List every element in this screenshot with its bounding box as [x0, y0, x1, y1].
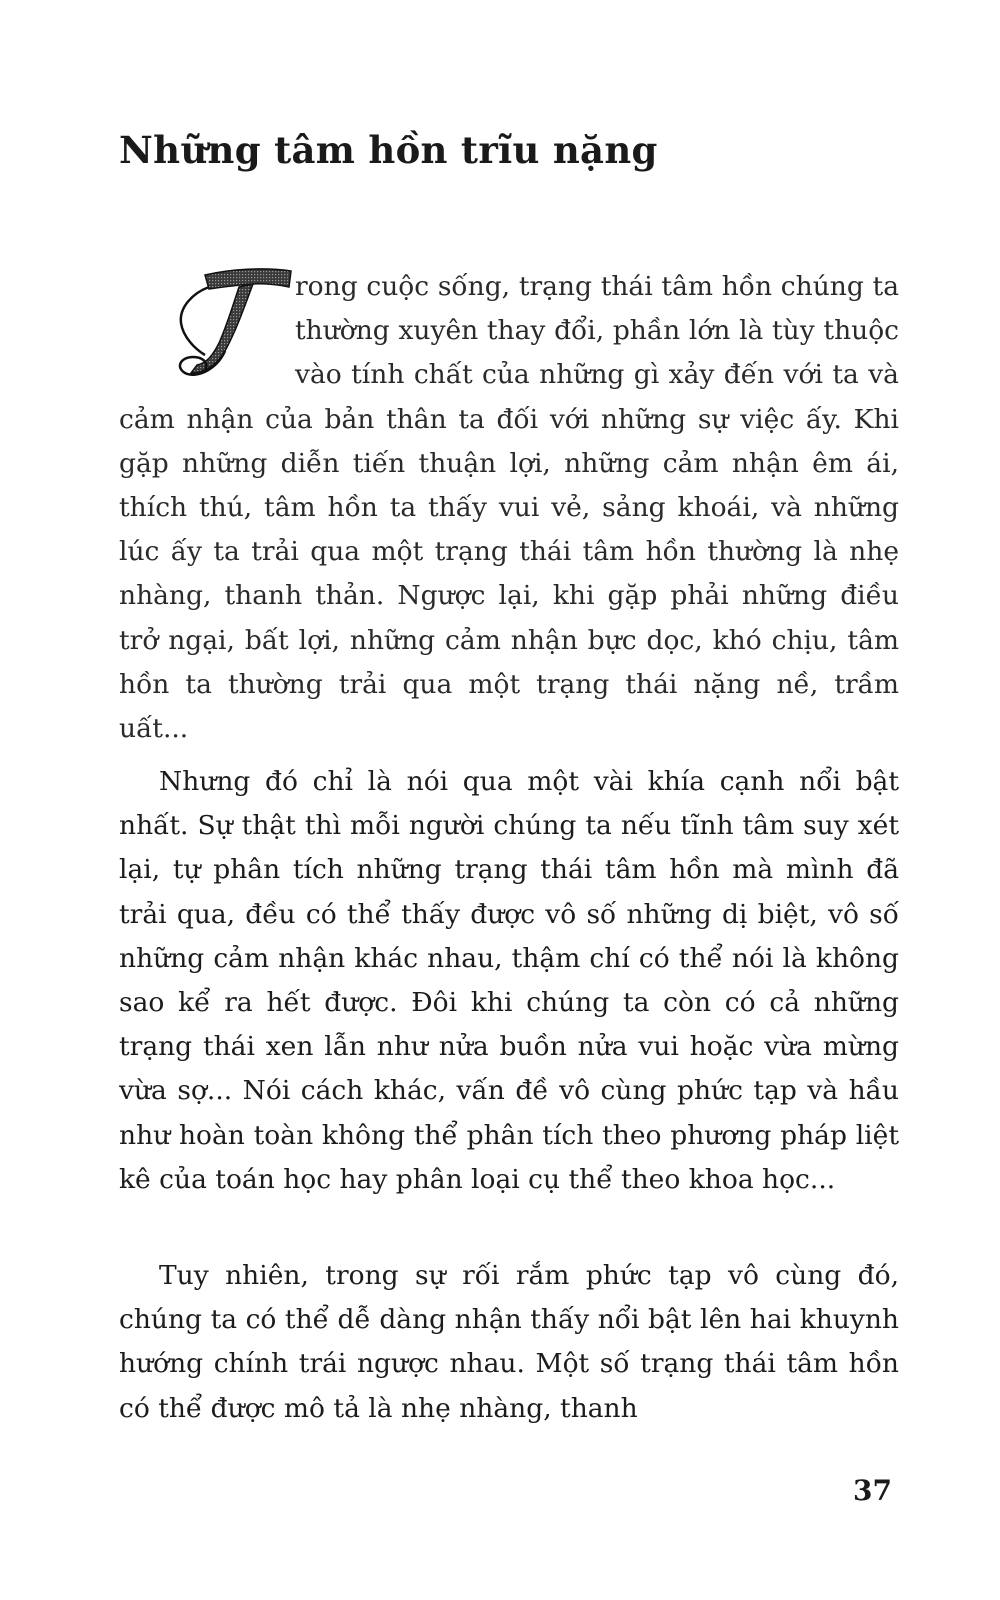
- dropcap-t-icon: [113, 265, 293, 383]
- paragraph-1: rong cuộc sống, trạng thái tâm hồn chúng ta thường xuyên thay đổi, phần lớn là tùy thuộc vào tính chất của những gì xảy đến với ta và cảm nhận của bản thân ta đối với những sự việc ấy. Khi gặp những diễn tiến thuận lợi, những cảm nhận êm ái, thích thú, tâm hồn ta thấy vui vẻ, sảng khoái, và những lúc ấy ta trải qua một trạng thái tâm hồn thường là nhẹ nhàng, thanh thản. Ngược lại, khi gặp phải những điều trở ngại, bất lợi, những cảm nhận bực dọc, khó chịu, tâm hồn ta thường trải qua một trạng thái nặng nề, trầm uất...: [119, 271, 899, 745]
- paragraph-3: Tuy nhiên, trong sự rối rắm phức tạp vô cùng đó, chúng ta có thể dễ dàng nhận thấy nổi bật lên hai khuynh hướng chính trái ngược nhau. Một số trạng thái tâm hồn có thể được mô tả là nhẹ nhàng, thanh: [119, 1260, 899, 1424]
- page-number: 37: [853, 1474, 892, 1507]
- paragraph-1-block: [119, 265, 899, 751]
- dropcap-letter: [113, 265, 293, 383]
- chapter-title: Những tâm hồn trĩu nặng: [119, 128, 658, 172]
- paragraph-2: Nhưng đó chỉ là nói qua một vài khía cạnh nổi bật nhất. Sự thật thì mỗi người chúng ta nếu tĩnh tâm suy xét lại, tự phân tích những trạng thái tâm hồn mà mình đã trải qua, đều có thể thấy được vô số những dị biệt, vô số những cảm nhận khác nhau, thậm chí có thể nói là không sao kể ra hết được. Đôi khi chúng ta còn có cả những trạng thái xen lẫn như nửa buồn nửa vui hoặc vừa mừng vừa sợ... Nói cách khác, vấn đề vô cùng phức tạp và hầu như hoàn toàn không thể phân tích theo phương pháp liệt kê của toán học hay phân loại cụ thể theo khoa học...: [119, 766, 899, 1195]
